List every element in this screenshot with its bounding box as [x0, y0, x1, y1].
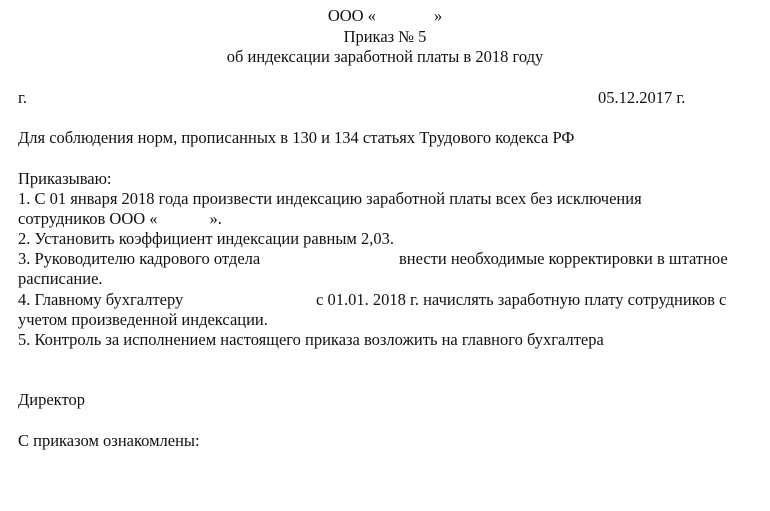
organization-suffix: »: [433, 6, 443, 25]
order-word: Приказываю:: [18, 169, 112, 188]
item-4-line-1-end: с 01.01. 2018 г. начислять заработную плату сотрудников с: [316, 290, 727, 309]
preamble: Для соблюдения норм, прописанных в 130 и 134 статьях Трудового кодекса РФ: [18, 128, 575, 147]
director-label: Директор: [18, 390, 85, 409]
city-line: г.: [18, 88, 28, 107]
item-1-text-start: сотрудников ООО «: [18, 209, 158, 228]
item-3-line-1: 3. Руководителю кадрового отдела: [18, 249, 261, 268]
item-3-line-2: расписание.: [18, 269, 103, 288]
item-2-line-1: 2. Установить коэффициент индексации равным 2,03.: [18, 229, 394, 248]
item-3-line-1-end: внести необходимые корректировки в штатное: [399, 249, 728, 268]
acquainted-label: С приказом ознакомлены:: [18, 431, 200, 450]
organization-line: [0, 6, 770, 26]
item-4-line-2: учетом произведенной индексации.: [18, 310, 268, 329]
item-1-text-end: ».: [209, 209, 222, 228]
item-1-line-1: 1. С 01 января 2018 года произвести индексацию заработной платы всех без исключения: [18, 189, 642, 208]
order-title: Приказ № 5: [343, 27, 427, 46]
item-4-line-1: 4. Главному бухгалтеру: [18, 290, 184, 309]
organization-prefix: ООО «: [327, 6, 376, 25]
item-5-line-1: 5. Контроль за исполнением настоящего приказа возложить на главного бухгалтера: [18, 330, 604, 349]
order-date: 05.12.2017 г.: [598, 88, 686, 107]
item-1-line-2: [18, 209, 222, 229]
order-subject: об индексации заработной платы в 2018 году: [226, 47, 544, 66]
